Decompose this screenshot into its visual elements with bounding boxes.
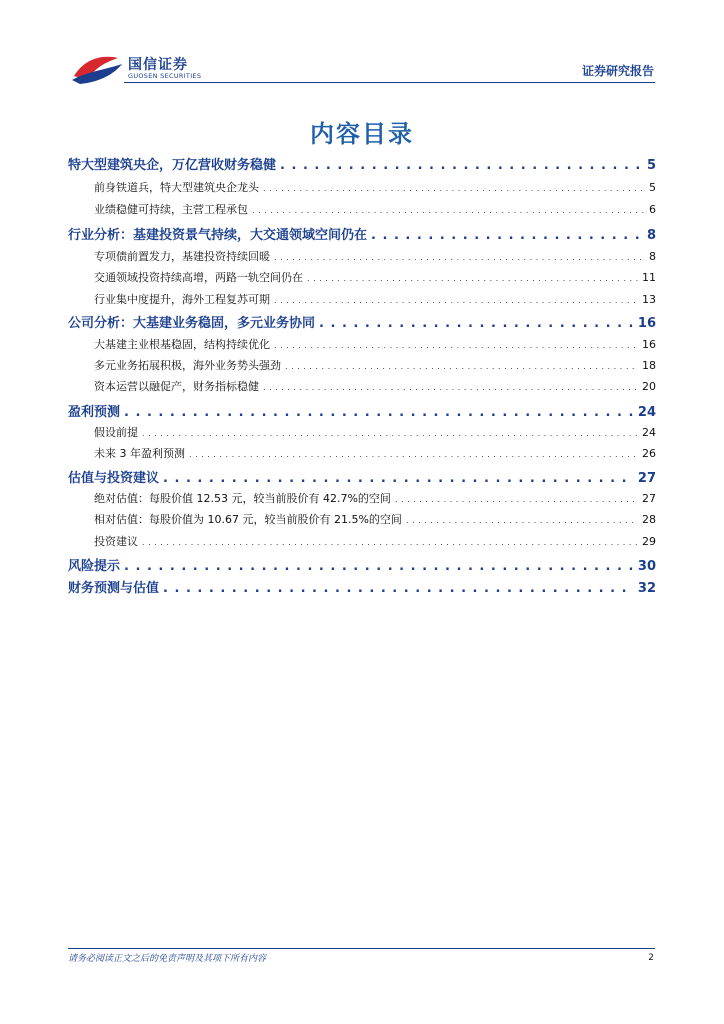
toc-entry-title: 财务预测与估值 <box>68 581 160 596</box>
toc-section-entry[interactable] <box>94 445 656 461</box>
toc-entry-page: 8 <box>649 250 656 263</box>
toc-section-entry[interactable] <box>94 533 656 549</box>
toc-section-entry[interactable] <box>94 201 656 217</box>
toc-dot-leader <box>319 316 634 331</box>
toc-entry-page: 5 <box>646 158 656 173</box>
toc-entry-page: 32 <box>637 581 656 596</box>
toc-entry-page: 18 <box>642 359 656 372</box>
toc-entry-title: 大基建主业根基稳固，结构持续优化 <box>94 338 270 351</box>
toc-entry-title: 资本运营以融促产，财务指标稳健 <box>94 380 259 393</box>
toc-chapter-entry[interactable] <box>68 312 656 331</box>
toc-section-entry[interactable] <box>94 378 656 394</box>
toc-entry-title: 估值与投资建议 <box>68 471 160 486</box>
toc-entry-title: 前身铁道兵，特大型建筑央企龙头 <box>94 181 259 194</box>
toc-entry-page: 27 <box>642 492 656 505</box>
toc-entry-page: 28 <box>642 513 656 526</box>
brand-name-cn: 国信证券 <box>128 57 188 73</box>
toc-section-entry[interactable] <box>94 291 656 307</box>
toc-title: 内容目录 <box>310 120 414 148</box>
toc-chapter-entry[interactable] <box>68 555 656 574</box>
toc-dot-leader <box>124 559 634 574</box>
toc-chapter-entry[interactable] <box>68 401 656 420</box>
toc-dot-leader <box>395 495 638 504</box>
page-number: 2 <box>648 953 654 963</box>
toc-dot-leader <box>124 405 634 420</box>
toc-entry-page: 5 <box>649 181 656 194</box>
toc-entry-title: 业绩稳健可持续，主营工程承包 <box>94 203 248 216</box>
toc-chapter-entry[interactable] <box>68 577 656 596</box>
toc-section-entry[interactable] <box>94 357 656 373</box>
toc-dot-leader <box>280 158 643 173</box>
toc-section-entry[interactable] <box>94 490 656 506</box>
toc-entry-title: 专项债前置发力，基建投资持续回暖 <box>94 250 270 263</box>
toc-section-entry[interactable] <box>94 424 656 440</box>
toc-section-entry[interactable] <box>94 511 656 527</box>
toc-entry-title: 假设前提 <box>94 426 138 439</box>
toc-dot-leader <box>307 274 638 283</box>
toc-dot-leader <box>274 296 638 305</box>
header-divider <box>124 82 655 83</box>
toc-section-entry[interactable] <box>94 269 656 285</box>
toc-dot-leader <box>274 341 638 350</box>
footer-divider <box>68 948 655 949</box>
toc-entry-title: 公司分析：大基建业务稳固，多元业务协同 <box>68 316 316 331</box>
toc-chapter-entry[interactable] <box>68 467 656 486</box>
toc-entry-page: 16 <box>642 338 656 351</box>
toc-section-entry[interactable] <box>94 336 656 352</box>
toc-section-entry[interactable] <box>94 179 656 195</box>
toc-entry-title: 相对估值：每股价值为 10.67 元，较当前股价有 21.5%的空间 <box>94 513 402 526</box>
toc-dot-leader <box>285 362 638 371</box>
toc-entry-page: 26 <box>642 447 656 460</box>
toc-chapter-entry[interactable] <box>68 154 656 173</box>
toc-dot-leader <box>189 450 638 459</box>
toc-dot-leader <box>371 228 643 243</box>
toc-entry-title: 行业分析：基建投资景气持续，大交通领域空间仍在 <box>68 228 368 243</box>
report-type-label: 证券研究报告 <box>581 64 654 78</box>
toc-dot-leader <box>252 206 645 215</box>
toc-entry-title: 投资建议 <box>94 535 138 548</box>
toc-dot-leader <box>142 538 638 547</box>
toc-dot-leader <box>263 184 645 193</box>
toc-dot-leader <box>274 253 645 262</box>
brand-name-en: GUOSEN SECURITIES <box>128 72 202 80</box>
toc-dot-leader <box>163 581 634 596</box>
toc-entry-page: 29 <box>642 535 656 548</box>
toc-entry-title: 风险提示 <box>68 559 121 574</box>
toc-entry-title: 未来 3 年盈利预测 <box>94 447 185 460</box>
toc-entry-title: 特大型建筑央企，万亿营收财务稳健 <box>68 158 277 173</box>
toc-dot-leader <box>263 383 638 392</box>
toc-entry-page: 16 <box>637 316 656 331</box>
toc-entry-page: 11 <box>642 271 656 284</box>
toc-entry-page: 8 <box>646 228 656 243</box>
guosen-logo-icon <box>70 50 124 86</box>
toc-entry-page: 13 <box>642 293 656 306</box>
toc-entry-page: 27 <box>637 471 656 486</box>
toc-dot-leader <box>163 471 634 486</box>
toc-section-entry[interactable] <box>94 248 656 264</box>
toc-entry-title: 行业集中度提升，海外工程复苏可期 <box>94 293 270 306</box>
toc-entry-page: 30 <box>637 559 656 574</box>
page-header <box>0 0 724 86</box>
toc-entry-page: 24 <box>637 405 656 420</box>
footer-disclaimer: 请务必阅读正文之后的免责声明及其项下所有内容 <box>68 954 267 964</box>
toc-entry-title: 交通领域投资持续高增，两路一轨空间仍在 <box>94 271 303 284</box>
toc-entry-title: 盈利预测 <box>68 405 121 420</box>
toc-dot-leader <box>406 516 638 525</box>
toc-entry-title: 绝对估值：每股价值 12.53 元，较当前股价有 42.7%的空间 <box>94 492 391 505</box>
toc-entry-page: 20 <box>642 380 656 393</box>
toc-dot-leader <box>142 429 638 438</box>
toc-entry-title: 多元业务拓展积极，海外业务势头强劲 <box>94 359 281 372</box>
toc-entry-page: 24 <box>642 426 656 439</box>
toc-chapter-entry[interactable] <box>68 224 656 243</box>
toc-entry-page: 6 <box>649 203 656 216</box>
